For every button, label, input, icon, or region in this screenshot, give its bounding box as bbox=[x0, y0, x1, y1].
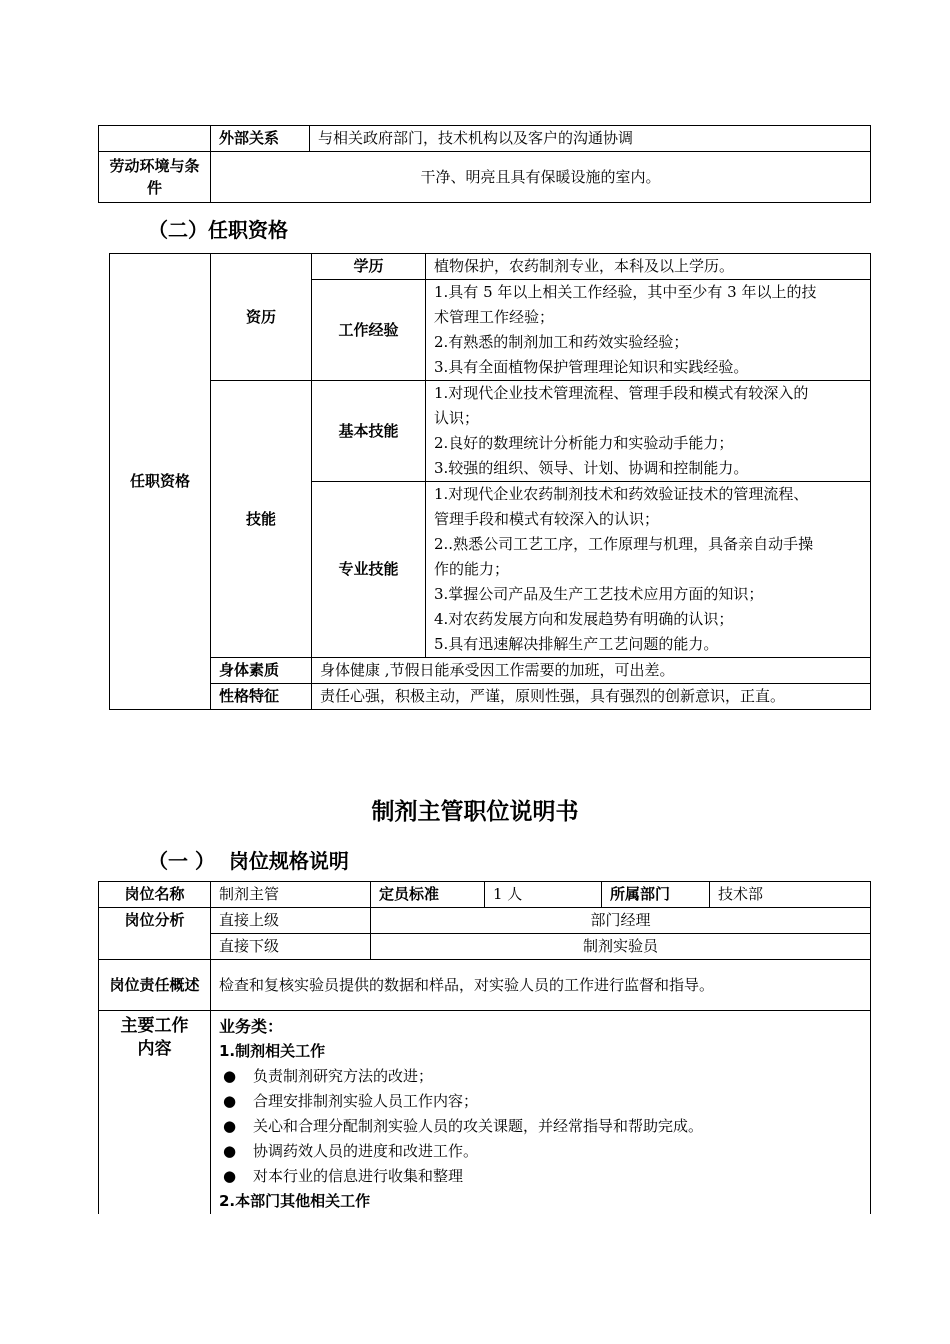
position-name-label: 岗位名称 bbox=[99, 882, 211, 908]
professional-skill-line: 1.对现代企业农药制剂技术和药效验证技术的管理流程、 bbox=[434, 485, 809, 503]
professional-skill-line: 2..熟悉公司工艺工序，工作原理与机理，具备亲自动手操 bbox=[434, 535, 814, 553]
subordinate-value: 制剂实验员 bbox=[371, 934, 871, 960]
professional-skill-line: 作的能力； bbox=[434, 560, 510, 578]
section-heading-qualifications: （二）任职资格 bbox=[148, 218, 288, 242]
qualifications-table bbox=[109, 253, 871, 710]
bullet-icon: ● bbox=[223, 1067, 237, 1085]
work-bullet-text: 对本行业的信息进行收集和整理 bbox=[253, 1167, 464, 1185]
experience-value bbox=[426, 280, 871, 381]
basic-skill-line: 认识； bbox=[434, 409, 480, 427]
position-analysis-label: 岗位分析 bbox=[99, 908, 211, 960]
qualifications-label: 任职资格 bbox=[110, 254, 211, 710]
experience-line: 1.具有 5 年以上相关工作经验，其中至少有 3 年以上的技 bbox=[434, 283, 817, 301]
headcount-value: 1 人 bbox=[485, 882, 602, 908]
bullet-icon: ● bbox=[223, 1167, 237, 1185]
basic-skills-value bbox=[426, 381, 871, 482]
headcount-label: 定员标准 bbox=[371, 882, 485, 908]
professional-skills-label: 专业技能 bbox=[312, 482, 426, 658]
work-subheading-1: 1.制剂相关工作 bbox=[219, 1042, 326, 1060]
work-bullet bbox=[219, 1064, 862, 1089]
work-bullet-text: 关心和合理分配制剂实验人员的攻关课题，并经常指导和帮助完成。 bbox=[253, 1117, 704, 1135]
position-name-value: 制剂主管 bbox=[211, 882, 371, 908]
responsibility-summary-label: 岗位责任概述 bbox=[99, 960, 211, 1011]
work-environment-label: 劳动环境与条件 bbox=[99, 152, 211, 203]
experience-line: 2.有熟悉的制剂加工和药效实验经验； bbox=[434, 333, 689, 351]
bullet-icon: ● bbox=[223, 1092, 237, 1110]
external-relations-label: 外部关系 bbox=[211, 126, 310, 152]
department-label: 所属部门 bbox=[602, 882, 710, 908]
document-title: 制剂主管职位说明书 bbox=[371, 799, 579, 825]
section-heading-spec: （一 ） 岗位规格说明 bbox=[148, 849, 349, 873]
bullet-icon: ● bbox=[223, 1117, 237, 1135]
basic-skill-line: 2.良好的数理统计分析能力和实验动手能力； bbox=[434, 434, 734, 452]
professional-skills-value bbox=[426, 482, 871, 658]
basic-skill-line: 3.较强的组织、领导、计划、协调和控制能力。 bbox=[434, 459, 749, 477]
work-relations-table bbox=[98, 125, 871, 203]
professional-skill-line: 5.具有迅速解决排解生产工艺问题的能力。 bbox=[434, 635, 719, 653]
physical-label: 身体素质 bbox=[211, 658, 312, 684]
work-bullet bbox=[219, 1164, 862, 1189]
education-label: 学历 bbox=[312, 254, 426, 280]
personality-value: 责任心强，积极主动，严谨，原则性强，具有强烈的创新意识，正直。 bbox=[312, 684, 871, 710]
work-bullet bbox=[219, 1089, 862, 1114]
work-bullet bbox=[219, 1139, 862, 1164]
basic-skill-line: 1.对现代企业技术管理流程、管理手段和模式有较深入的 bbox=[434, 384, 809, 402]
subordinate-label: 直接下级 bbox=[211, 934, 371, 960]
work-bullet-text: 合理安排制剂实验人员工作内容； bbox=[253, 1092, 479, 1110]
empty-cell bbox=[99, 126, 211, 152]
experience-label: 工作经验 bbox=[312, 280, 426, 381]
professional-skill-line: 管理手段和模式有较深入的认识； bbox=[434, 510, 660, 528]
physical-value: 身体健康 ,节假日能承受因工作需要的加班，可出差。 bbox=[312, 658, 871, 684]
experience-line: 3.具有全面植物保护管理理论知识和实践经验。 bbox=[434, 358, 749, 376]
superior-label: 直接上级 bbox=[211, 908, 371, 934]
work-environment-value: 干净、明亮且具有保暖设施的室内。 bbox=[211, 152, 871, 203]
superior-value: 部门经理 bbox=[371, 908, 871, 934]
personality-label: 性格特征 bbox=[211, 684, 312, 710]
professional-skill-line: 3.掌握公司产品及生产工艺技术应用方面的知识； bbox=[434, 585, 764, 603]
main-work-content bbox=[211, 1011, 871, 1215]
education-value: 植物保护，农药制剂专业，本科及以上学历。 bbox=[426, 254, 871, 280]
work-subheading-2: 2.本部门其他相关工作 bbox=[219, 1192, 371, 1210]
bullet-icon: ● bbox=[223, 1142, 237, 1160]
seniority-label: 资历 bbox=[211, 254, 312, 381]
department-value: 技术部 bbox=[710, 882, 871, 908]
main-work-label: 主要工作内容 bbox=[99, 1011, 211, 1215]
work-bullet bbox=[219, 1114, 862, 1139]
professional-skill-line: 4.对农药发展方向和发展趋势有明确的认识； bbox=[434, 610, 734, 628]
experience-line: 术管理工作经验； bbox=[434, 308, 555, 326]
external-relations-value: 与相关政府部门，技术机构以及客户的沟通协调 bbox=[310, 126, 871, 152]
position-spec-table bbox=[98, 881, 871, 1214]
work-category: 业务类： bbox=[219, 1017, 284, 1036]
skills-label: 技能 bbox=[211, 381, 312, 658]
work-bullet-text: 协调药效人员的进度和改进工作。 bbox=[253, 1142, 479, 1160]
basic-skills-label: 基本技能 bbox=[312, 381, 426, 482]
responsibility-summary-value: 检查和复核实验员提供的数据和样品，对实验人员的工作进行监督和指导。 bbox=[211, 960, 871, 1011]
work-bullet-text: 负责制剂研究方法的改进； bbox=[253, 1067, 434, 1085]
